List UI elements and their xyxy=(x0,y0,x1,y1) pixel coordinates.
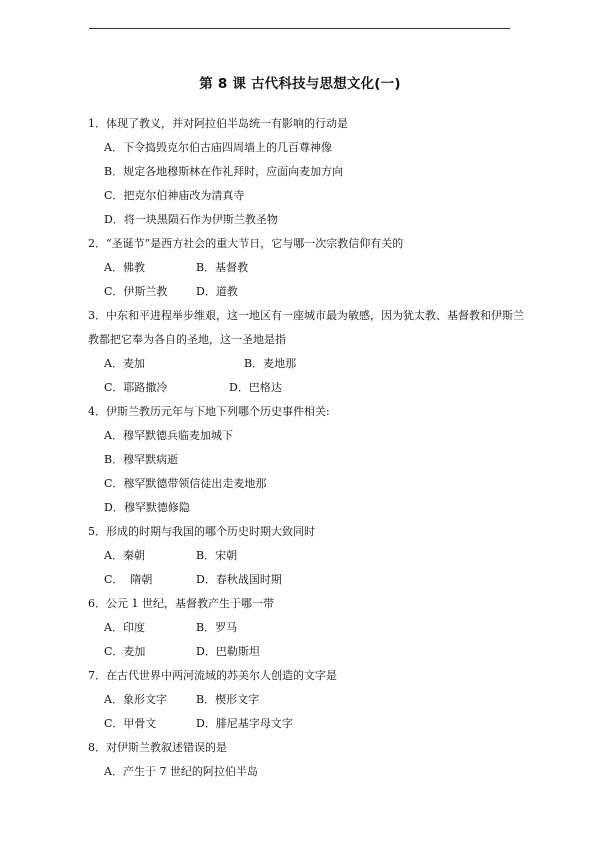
question-3-option-d: D．巴格达 xyxy=(229,381,282,394)
question-1-stem: 1．体现了教义，并对阿拉伯半岛统一有影响的行动是 xyxy=(88,117,348,130)
question-6-option-d: D．巴勒斯坦 xyxy=(196,645,260,658)
question-6-option-a: A．印度 xyxy=(104,621,145,634)
question-7-option-d: D．腓尼基字母文字 xyxy=(196,717,293,730)
question-3-stem-line-1: 3．中东和平进程举步维艰，这一地区有一座城市最为敏感，因为犹太教、基督教和伊斯兰 xyxy=(88,309,524,322)
question-5-option-d: D．春秋战国时期 xyxy=(196,573,282,586)
question-7-option-c: C．甲骨文 xyxy=(104,717,157,730)
question-5-option-a: A．秦朝 xyxy=(104,549,145,562)
question-3-option-c: C．耶路撒冷 xyxy=(104,381,168,394)
question-1-option-b: B．规定各地穆斯林在作礼拜时，应面向麦加方向 xyxy=(104,165,344,178)
question-4-option-a: A．穆罕默德兵临麦加城下 xyxy=(104,429,233,442)
question-7-option-a: A．象形文字 xyxy=(104,693,167,706)
question-4-stem: 4．伊斯兰教历元年与下地下列哪个历史事件相关: xyxy=(88,405,330,418)
question-2-option-a: A．佛教 xyxy=(104,261,145,274)
question-1-option-c: C．把克尔伯神庙改为清真寺 xyxy=(104,189,245,202)
question-4-option-c: C．穆罕默德带领信徒出走麦地那 xyxy=(104,477,267,490)
header-rule xyxy=(89,28,510,29)
question-1-option-d: D．将一块黑陨石作为伊斯兰教圣物 xyxy=(104,213,278,226)
page-title: 第 8 课 古代科技与思想文化(一) xyxy=(199,76,401,92)
question-2-option-c: C．伊斯兰教 xyxy=(104,285,168,298)
question-2-option-b: B．基督教 xyxy=(196,261,249,274)
question-7-option-b: B．楔形文字 xyxy=(196,693,260,706)
question-5-option-b: B．宋朝 xyxy=(196,549,238,562)
question-1-option-a: A．下令捣毁克尔伯古庙四周墙上的几百尊神像 xyxy=(104,141,332,154)
question-4-option-b: B．穆罕默病逝 xyxy=(104,453,179,466)
question-5-stem: 5．形成的时期与我国的哪个历史时期大致同时 xyxy=(88,525,315,538)
question-3-option-b: B．麦地那 xyxy=(244,357,297,370)
question-8-stem: 8．对伊斯兰教叙述错误的是 xyxy=(88,741,227,754)
question-6-stem: 6．公元 1 世纪，基督教产生于哪一带 xyxy=(88,597,274,610)
question-7-stem: 7．在古代世界中两河流域的苏美尔人创造的文字是 xyxy=(88,669,337,682)
question-8-option-a: A．产生于 7 世纪的阿拉伯半岛 xyxy=(104,765,258,778)
question-5-option-c: C． 隋朝 xyxy=(104,573,153,586)
question-3-stem-line-2: 教都把它奉为各自的圣地，这一圣地是指 xyxy=(88,333,286,346)
question-6-option-c: C．麦加 xyxy=(104,645,146,658)
question-6-option-b: B．罗马 xyxy=(196,621,238,634)
question-3-option-a: A．麦加 xyxy=(104,357,145,370)
question-4-option-d: D．穆罕默德修隐 xyxy=(104,501,190,514)
question-2-stem: 2．“圣诞节”是西方社会的重大节日，它与哪一次宗教信仰有关的 xyxy=(88,237,404,250)
question-2-option-d: D．道教 xyxy=(196,285,238,298)
